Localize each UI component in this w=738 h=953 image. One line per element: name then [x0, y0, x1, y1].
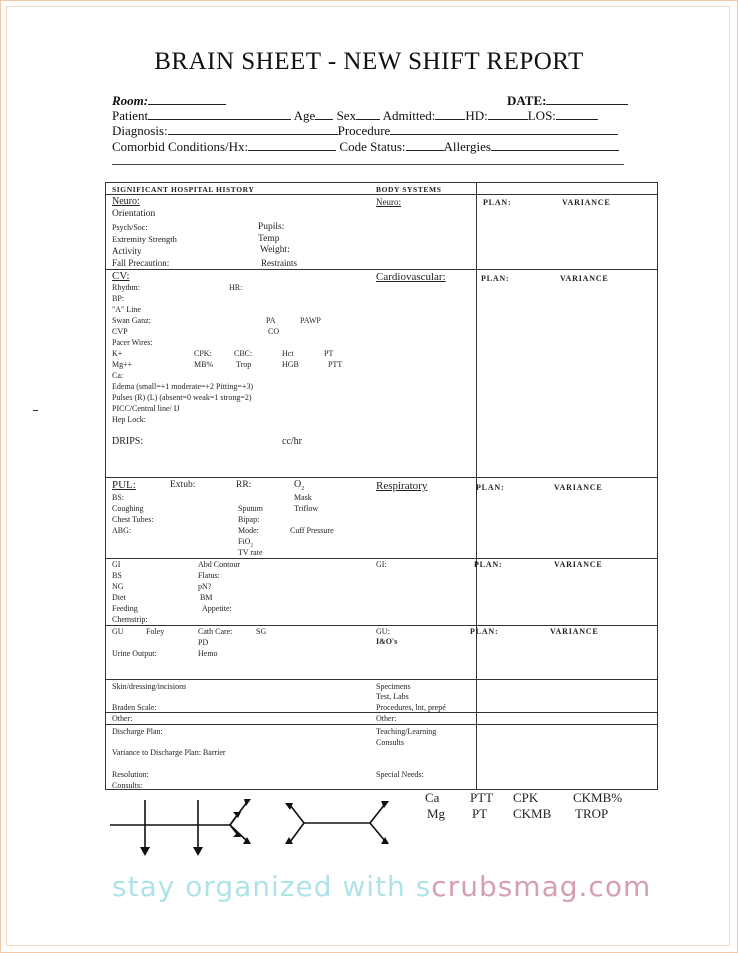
mode-label: Mode:: [238, 526, 259, 535]
fishbone-arrow-down-1: [140, 847, 150, 856]
col-header-history: SIGNIFICANT HOSPITAL HISTORY: [112, 185, 255, 194]
other-left-label: Other:: [112, 714, 133, 723]
braden-scale-label: Braden Scale:: [112, 703, 157, 712]
weight-label: Weight:: [260, 245, 290, 255]
gi-system-title: GI:: [376, 560, 387, 569]
lab-ca: Ca: [425, 790, 440, 805]
comorbid-row: [112, 139, 619, 155]
lab-mg: Mg: [427, 806, 446, 821]
page-title: BRAIN SHEET - NEW SHIFT REPORT: [154, 48, 584, 75]
admitted-input[interactable]: [435, 109, 465, 120]
urine-output-label: Urine Output:: [112, 649, 157, 658]
coughing-label: Coughing: [112, 504, 144, 513]
feeding-label: Feeding: [112, 604, 138, 613]
discharge-plan-label: Discharge Plan:: [112, 727, 163, 736]
blank-line[interactable]: [112, 164, 624, 165]
io-label: I&O's: [376, 637, 398, 646]
shift-report-form: [105, 182, 658, 790]
room-field[interactable]: [112, 93, 226, 109]
extremity-label: Extremity Strength: [112, 234, 177, 244]
flatus-label: Flatus:: [198, 571, 220, 580]
ph-label: pN?: [198, 582, 212, 591]
abd-contour-label: Abd Contour: [198, 560, 240, 569]
room-label: Room:: [112, 93, 149, 108]
gi-variance-label: VARIANCE: [554, 560, 603, 569]
procedure-label: Procedure: [337, 123, 391, 138]
mask-label: Mask: [294, 493, 312, 502]
pacer-wires-label: Pacer Wires:: [112, 338, 153, 347]
diagnosis-label: Diagnosis:: [112, 123, 168, 138]
co-label: CO: [268, 327, 280, 336]
watermark-text-2: crubsmag.com: [431, 870, 652, 903]
restraints-label: Restraints: [261, 258, 297, 268]
psych-label: Psych/Soc:: [112, 223, 148, 232]
pd-label: PD: [198, 638, 209, 647]
ca-label: Ca:: [112, 371, 124, 380]
code-status-label: Code Status:: [339, 139, 406, 154]
teaching-label: Teaching/Learning: [376, 727, 437, 736]
los-input[interactable]: [556, 109, 598, 120]
appetite-label: Appetite:: [202, 604, 232, 613]
cardiovascular-title: Cardiovascular:: [376, 271, 446, 283]
cpk-label: CPK:: [194, 349, 212, 358]
pt-label: PT: [324, 349, 334, 358]
gu-plan-label: PLAN:: [470, 627, 499, 636]
scrubsmag-watermark: [112, 870, 651, 903]
cv-title: CV:: [112, 270, 130, 282]
cuff-pressure-label: Cuff Pressure: [290, 526, 334, 535]
abg-label: ABG:: [112, 526, 132, 535]
lab-ckmb: CKMB: [513, 806, 552, 821]
bipap-label: Bipap:: [238, 515, 260, 524]
other-right-label: Other:: [376, 714, 397, 723]
neuro-title: Neuro:: [112, 196, 140, 207]
hgb-label: HGB: [282, 360, 299, 369]
hr-label: HR:: [229, 283, 243, 292]
cv-divider: [106, 477, 657, 478]
consults-right-label: Consults: [376, 738, 405, 747]
procedure-input[interactable]: [390, 124, 618, 135]
age-label: Age: [293, 108, 316, 123]
pupils-label: Pupils:: [258, 222, 285, 232]
header-row-divider: [106, 194, 657, 195]
picc-label: PICC/Central line/ IJ: [112, 404, 180, 413]
allergies-label: Allergies: [443, 139, 491, 154]
triflow-label: Triflow: [294, 504, 319, 513]
gu-divider: [106, 679, 657, 680]
cbc-label: CBC:: [234, 349, 253, 358]
margin-dash: [33, 410, 38, 411]
diagnosis-row: [112, 123, 618, 139]
admitted-label: Admitted:: [382, 108, 436, 123]
fishbone-arrow-down-2: [193, 847, 203, 856]
patient-input[interactable]: [148, 109, 291, 120]
a-line-label: "A" Line: [112, 305, 141, 314]
consults-left-label: Consults:: [112, 781, 143, 790]
lab-fishbone-diagrams: [0, 790, 738, 870]
rhythm-label: Rhythm:: [112, 283, 141, 292]
cv-plan-label: PLAN:: [481, 274, 510, 283]
comorbid-input[interactable]: [248, 140, 336, 151]
fall-precaution-label: Fall Precaution:: [112, 258, 170, 268]
cc-hr-label: cc/hr: [282, 436, 302, 447]
ng-label: NG: [112, 582, 124, 591]
cath-care-label: Cath Care:: [198, 627, 233, 636]
special-needs-label: Special Needs:: [376, 770, 424, 779]
swan-ganz-label: Swan Ganz:: [112, 316, 151, 325]
mb-label: MB%: [194, 360, 214, 369]
gi-title: GI: [112, 560, 121, 569]
hemo-label: Hemo: [198, 649, 218, 658]
neuro-plan-label: PLAN:: [483, 198, 512, 207]
orientation-label: Orientation: [112, 209, 156, 219]
procedures-label: Procedures, lnt, prepé: [376, 703, 446, 712]
date-field[interactable]: [507, 93, 628, 109]
chest-tubes-label: Chest Tubes:: [112, 515, 154, 524]
resp-plan-label: PLAN:: [476, 483, 505, 492]
pul-title: PUL:: [112, 479, 136, 491]
patient-row: [112, 108, 598, 124]
bp-label: BP:: [112, 294, 125, 303]
extub-label: Extub:: [170, 480, 196, 490]
resolution-label: Resolution:: [112, 770, 149, 779]
o2-label: $O_2$: [294, 479, 305, 492]
cbc-branch-down-right: [370, 823, 385, 841]
hct-label: Hct: [282, 349, 294, 358]
rr-label: RR:: [236, 480, 252, 490]
lab-pt: PT: [472, 806, 488, 821]
other-divider: [106, 724, 657, 725]
cvp-label: CVP: [112, 327, 128, 336]
gi-divider: [106, 625, 657, 626]
allergies-input[interactable]: [491, 140, 619, 151]
lab-trop: TROP: [575, 806, 609, 821]
pa-label: PA: [266, 316, 276, 325]
pul-divider: [106, 558, 657, 559]
drips-label: DRIPS:: [112, 436, 144, 447]
gu-system-title: GU:: [376, 627, 390, 636]
comorbid-label: Comorbid Conditions/Hx:: [112, 139, 249, 154]
pulses-label: Pulses (R) (L) (absent=0 weak=1 strong=2): [112, 393, 252, 402]
edema-label: Edema (small=+1 moderate=+2 Pitting=+3): [112, 382, 254, 391]
age-input[interactable]: [315, 109, 333, 120]
cbc-branch-up-left: [290, 805, 304, 823]
lab-cpk: CPK: [513, 790, 539, 805]
skin-label: Skin/dressing/incisions: [112, 682, 187, 691]
gi-plan-label: PLAN:: [474, 560, 503, 569]
fio2-label: FiO$_2$: [238, 537, 253, 549]
lab-ckmb-percent: CKMB%: [573, 790, 623, 805]
hep-lock-label: Hep Lock:: [112, 415, 146, 424]
sex-input[interactable]: [356, 109, 380, 120]
neuro-variance-label: VARIANCE: [562, 198, 611, 207]
patient-label: Patient: [112, 108, 149, 123]
trop-label: Trop: [236, 360, 252, 369]
tv-rate-label: TV rate: [238, 548, 263, 557]
mg-label: Mg++: [112, 360, 133, 369]
neuro-divider: [106, 269, 657, 270]
temp-label: Temp: [258, 234, 280, 244]
variance-discharge-label: Variance to Discharge Plan: Barrier: [112, 748, 226, 757]
los-label: LOS:: [527, 108, 556, 123]
lab-ptt: PTT: [470, 790, 494, 805]
date-label: DATE:: [507, 93, 547, 108]
hd-label: HD:: [465, 108, 488, 123]
diet-label: Diet: [112, 593, 126, 602]
chemstrip-label: Chemstrip:: [112, 615, 148, 624]
cbc-branch-down-left: [290, 823, 304, 842]
cbc-branch-up-right: [370, 804, 385, 823]
cv-variance-label: VARIANCE: [560, 274, 609, 283]
sputum-label: Sputum: [238, 504, 263, 513]
gi-bs-label: BS: [112, 571, 122, 580]
sex-label: Sex: [336, 108, 357, 123]
sg-label: SG: [256, 627, 267, 636]
hd-input[interactable]: [488, 109, 528, 120]
resp-variance-label: VARIANCE: [554, 483, 603, 492]
bs-label: BS:: [112, 493, 125, 502]
respiratory-title: Respiratory: [376, 480, 428, 492]
gu-title: GU: [112, 627, 124, 636]
code-status-input[interactable]: [406, 140, 444, 151]
test-labs-label: Test, Labs: [376, 692, 409, 701]
foley-label: Foley: [146, 627, 165, 636]
specimens-label: Specimens: [376, 682, 411, 691]
watermark-text-1: stay organized with s: [112, 870, 432, 903]
ptt-label: PTT: [328, 360, 343, 369]
diagnosis-input[interactable]: [168, 124, 338, 135]
activity-label: Activity: [112, 246, 142, 256]
col-header-body-systems: BODY SYSTEMS: [376, 185, 442, 194]
neuro-system-title: Neuro:: [376, 197, 401, 207]
bm-label: BM: [200, 593, 213, 602]
pawp-label: PAWP: [300, 316, 321, 325]
gu-variance-label: VARIANCE: [550, 627, 599, 636]
k-label: K+: [112, 349, 123, 358]
